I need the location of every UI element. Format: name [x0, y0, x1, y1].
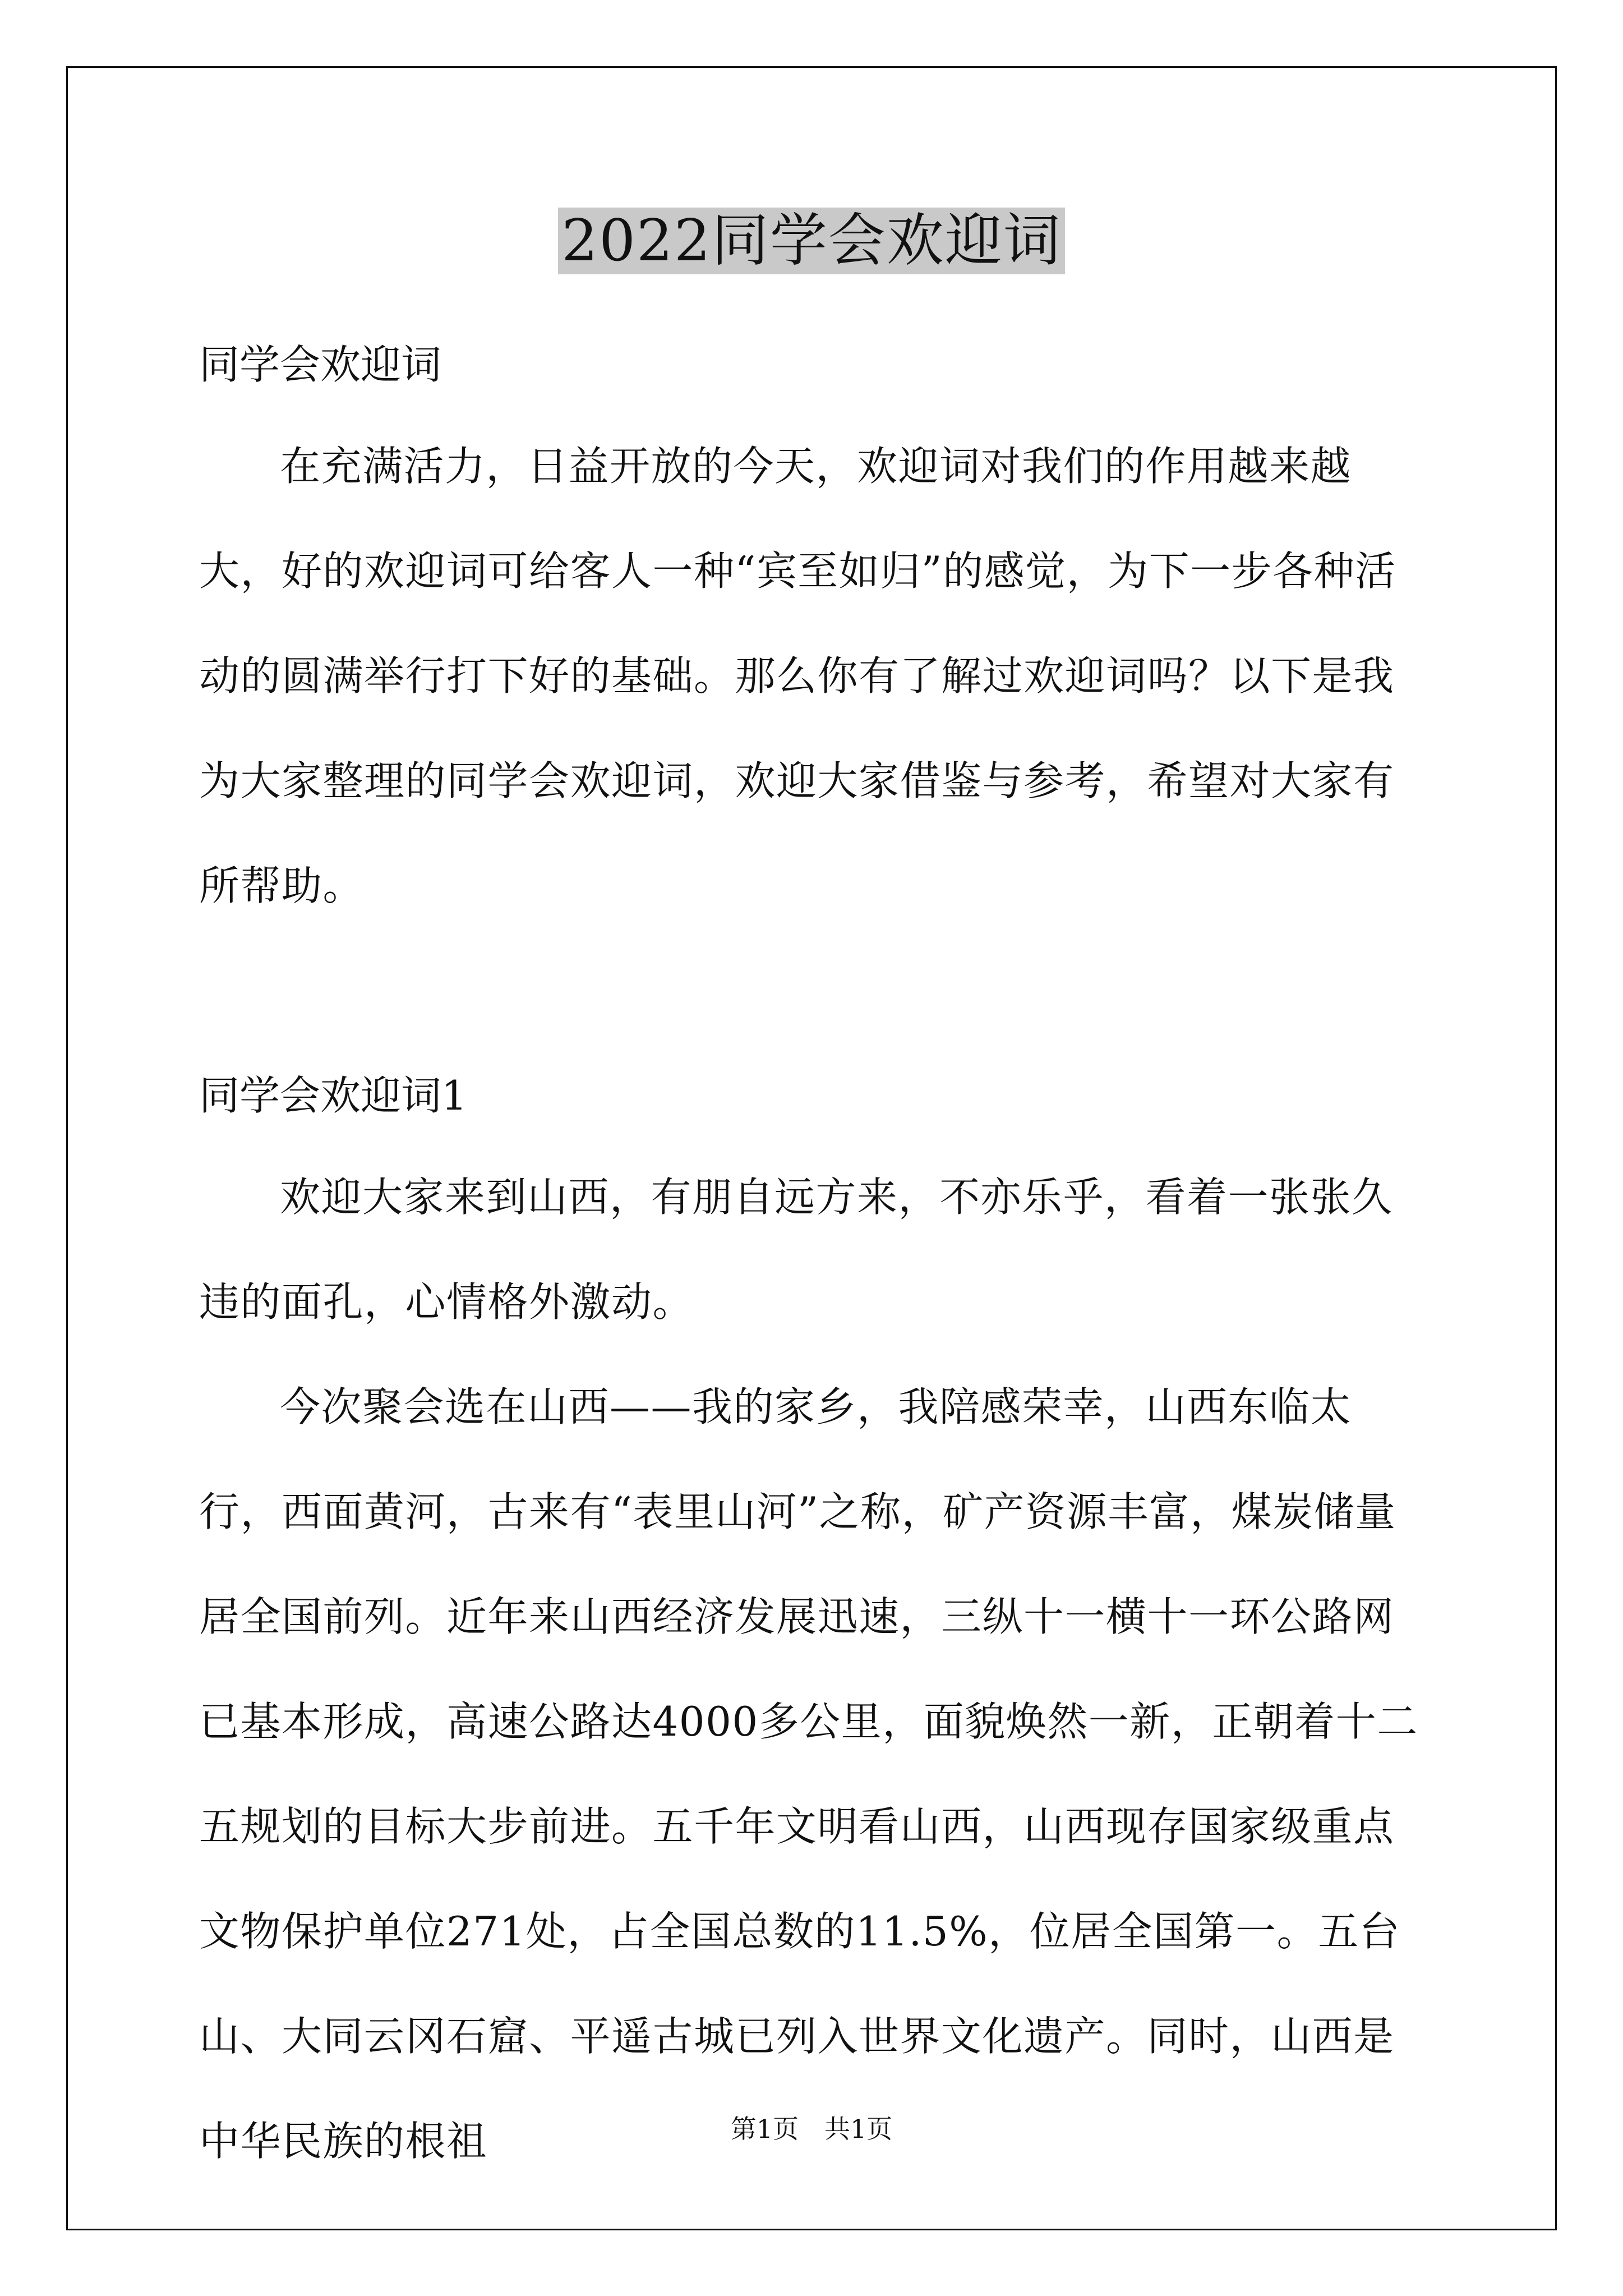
page-footer: 第1页 共1页	[730, 2114, 893, 2144]
body-paragraph: 欢迎大家来到山西，有朋自远方来，不亦乐乎，看着一张张久违的面孔，心情格外激动。	[199, 1174, 1393, 1326]
document-body	[199, 331, 1433, 2194]
document-title-text: 2022同学会欢迎词	[558, 208, 1065, 274]
body-paragraph: 今次聚会选在山西——我的家乡，我陪感荣幸，山西东临太行，西面黄河，古来有“表里山河”之称，矿产资源丰富，煤炭储量居全国前列。近年来山西经济发展迅速，三纵十一横十一环公路网已基本形成，高速公路达4000多公里，面貌焕然一新，正朝着十二五规划的目标大步前进。五千年文明看山西，山西现存国家级重点文物保护单位271处，占全国总数的11.5%，位居全国第一。五台山、大同云冈石窟、平遥古城已列入世界文化遗产。同时，山西是中华民族的根祖	[199, 1383, 1418, 2165]
document-title	[0, 205, 1623, 278]
section-heading: 同学会欢迎词1	[199, 1072, 467, 1119]
intro-paragraph: 在充满活力，日益开放的今天，欢迎词对我们的作用越来越大，好的欢迎词可给客人一种“宾至如归”的感觉，为下一步各种活动的圆满举行打下好的基础。那么你有了解过欢迎词吗？以下是我为大家整理的同学会欢迎词，欢迎大家借鉴与参考，希望对大家有所帮助。	[199, 443, 1396, 909]
intro-heading: 同学会欢迎词	[199, 341, 442, 388]
